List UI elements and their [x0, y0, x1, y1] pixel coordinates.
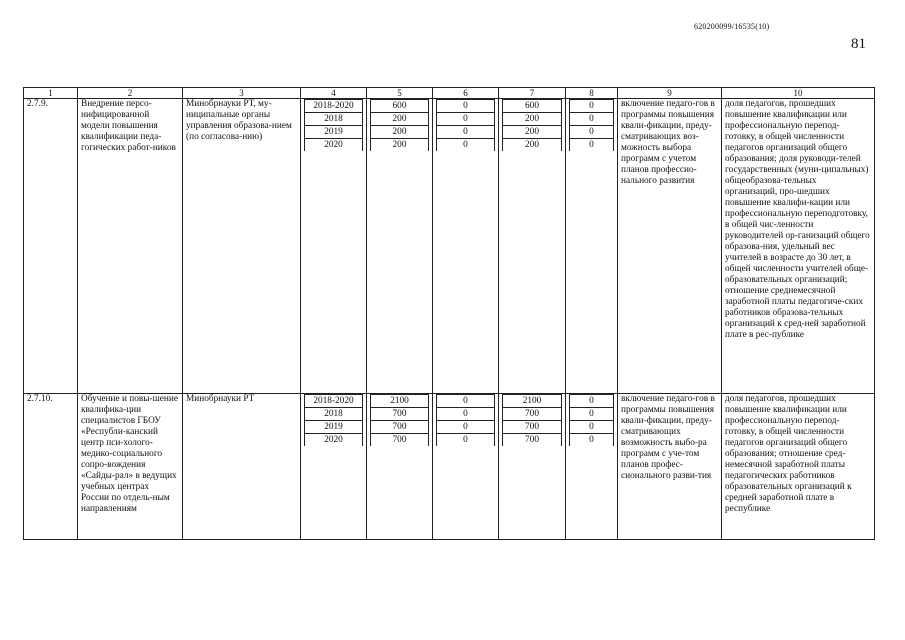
years-cell	[301, 99, 367, 394]
amount-value: 0	[570, 408, 614, 421]
indicator-cell: доля педагогов, прошедших повышение квалификации или профессиональную перепод-готовку, в общей численности педагогов организаций общего образования; отношение сред-немесячной заработной платы педагогических работников образовательных организаций к средней заработной плате в республике	[722, 394, 875, 540]
column-header: 7	[499, 88, 566, 99]
year-value: 2018	[305, 408, 363, 421]
amount-value: 700	[371, 421, 429, 434]
document-id: 620200099/16535(10)	[694, 22, 770, 31]
amount-value: 0	[437, 408, 495, 421]
other-cell	[566, 99, 618, 394]
year-value: 2018-2020	[305, 395, 363, 408]
activity-cell: Обучение и повы-шение квалифика-ции специалистов ГБОУ «Республи-канский центр пси-холого-медико-социального сопро-вождения «Сайды-рал» в ведущих учебных центрах России по отдель-ным направлениям	[78, 394, 183, 540]
amount-value: 200	[371, 139, 429, 152]
amount-value: 0	[437, 421, 495, 434]
amount-value: 200	[503, 113, 562, 126]
amount-value: 200	[503, 126, 562, 139]
column-header: 10	[722, 88, 875, 99]
column-header: 2	[78, 88, 183, 99]
amount-value: 600	[503, 100, 562, 113]
amount-value: 2100	[371, 395, 429, 408]
program-table	[23, 87, 875, 540]
result-cell: включение педаго-гов в программы повышения квали-фикации, преду-сматривающих воз-можность выбора программ с учетом планов профессио-нального развития	[618, 99, 722, 394]
amount-value: 0	[437, 395, 495, 408]
header-row	[24, 88, 875, 99]
column-header: 8	[566, 88, 618, 99]
row-number: 2.7.10.	[24, 394, 78, 540]
column-header: 9	[618, 88, 722, 99]
amount-value: 200	[371, 113, 429, 126]
amount-value: 0	[437, 100, 495, 113]
page-number: 81	[851, 36, 866, 52]
executor-cell: Минобрнауки РТ	[183, 394, 301, 540]
amount-value: 0	[437, 139, 495, 152]
year-value: 2018	[305, 113, 363, 126]
year-value: 2020	[305, 434, 363, 447]
total-cell	[367, 99, 433, 394]
amount-value: 0	[437, 126, 495, 139]
year-value: 2020	[305, 139, 363, 152]
amount-value: 0	[570, 434, 614, 447]
amount-value: 2100	[503, 395, 562, 408]
activity-cell: Внедрение персо-нифицированной модели повышения квалификации педа-гогических работ-ников	[78, 99, 183, 394]
amount-value: 200	[503, 139, 562, 152]
column-header: 4	[301, 88, 367, 99]
amount-value: 0	[570, 139, 614, 152]
amount-value: 200	[371, 126, 429, 139]
indicator-cell: доля педагогов, прошедших повышение квалификации или профессиональную перепод-готовку, в общей численности педагогов организаций общего образования; доля руководи-телей государственных (муни-ципальных) общеобразова-тельных организаций, про-шедших повышение квалифи-кации или профессиональную переподготовку, в общей чис-ленности руководителей ор-ганизаций общего образова-ния, удельный вес учителей в возрасте до 30 лет, в общей численности учителей обще-образовательных организаций; отношение среднемесячной заработной платы педагогиче-ских работников образова-тельных организаций к сред-ней заработной плате в рес-публике	[722, 99, 875, 394]
amount-value: 600	[371, 100, 429, 113]
regional-cell	[499, 394, 566, 540]
column-header: 5	[367, 88, 433, 99]
amount-value: 0	[570, 113, 614, 126]
year-value: 2019	[305, 421, 363, 434]
table-row	[24, 99, 875, 394]
year-value: 2018-2020	[305, 100, 363, 113]
federal-cell	[433, 99, 499, 394]
executor-cell: Минобрнауки РТ, му-ниципальные органы управления образова-нием (по согласова-нию)	[183, 99, 301, 394]
year-value: 2019	[305, 126, 363, 139]
amount-value: 0	[570, 126, 614, 139]
amount-value: 700	[371, 408, 429, 421]
column-header: 1	[24, 88, 78, 99]
amount-value: 700	[503, 421, 562, 434]
amount-value: 0	[570, 100, 614, 113]
result-cell: включение педаго-гов в программы повышения квали-фикации, преду-сматривающих возможность выбо-ра программ с уче-том планов профес-сионального разви-тия	[618, 394, 722, 540]
amount-value: 0	[570, 421, 614, 434]
row-number: 2.7.9.	[24, 99, 78, 394]
years-cell	[301, 394, 367, 540]
column-header: 3	[183, 88, 301, 99]
amount-value: 700	[503, 408, 562, 421]
amount-value: 700	[503, 434, 562, 447]
amount-value: 0	[437, 434, 495, 447]
regional-cell	[499, 99, 566, 394]
column-header: 6	[433, 88, 499, 99]
other-cell	[566, 394, 618, 540]
amount-value: 700	[371, 434, 429, 447]
total-cell	[367, 394, 433, 540]
amount-value: 0	[437, 113, 495, 126]
amount-value: 0	[570, 395, 614, 408]
table-row	[24, 394, 875, 540]
federal-cell	[433, 394, 499, 540]
